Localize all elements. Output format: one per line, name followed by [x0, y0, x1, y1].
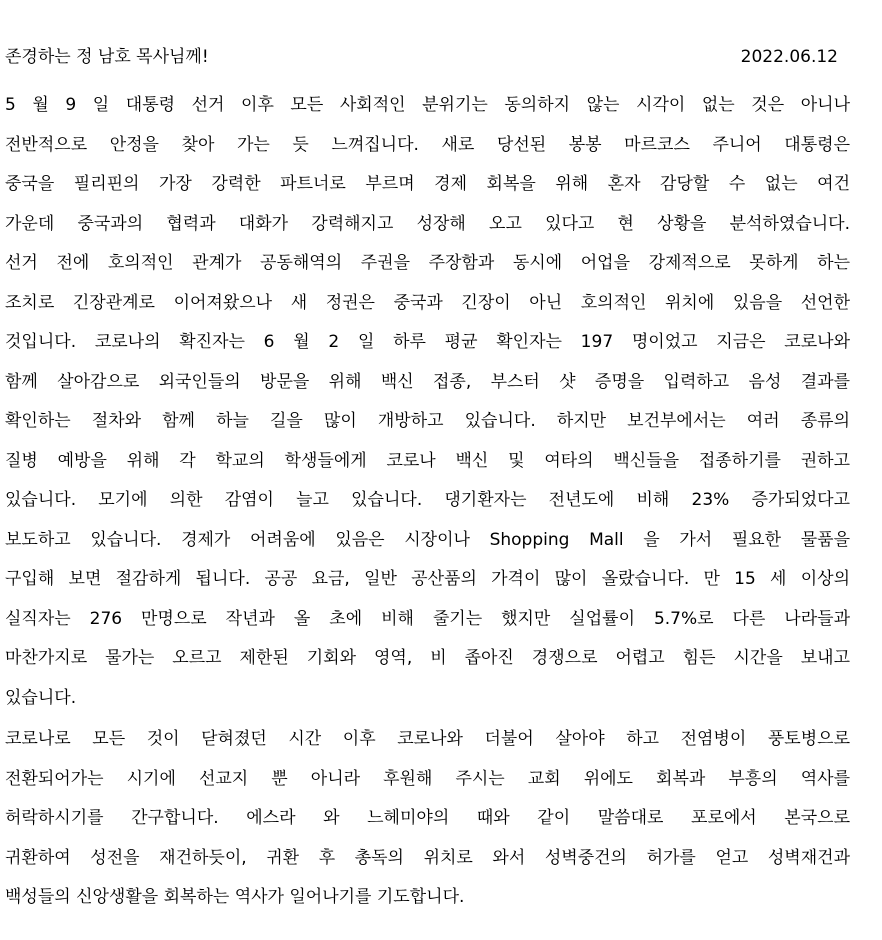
text-line: 질병 예방을 위해 각 학교의 학생들에게 코로나 백신 및 여타의 백신들을 접종하기를 권하고 — [5, 450, 850, 471]
text-line: 전환되어가는 시기에 선교지 뿐 아니라 후원해 주시는 교회 위에도 회복과 부흥의 역사를 — [5, 768, 850, 789]
text-line: 전반적으로 안정을 찾아 가는 듯 느껴집니다. 새로 당선된 봉봉 마르코스 주니어 대통령은 — [5, 134, 850, 155]
text-line: 허락하시기를 간구합니다. 에스라 와 느헤미야의 때와 같이 말씀대로 포로에서 본국으로 — [5, 808, 850, 828]
text-line: 것입니다. 코로나의 확진자는 6 월 2 일 하루 평균 확인자는 197 명이었고 지금은 코로나와 — [5, 332, 850, 352]
text-line: 코로나로 모든 것이 닫혀졌던 시간 이후 코로나와 더불어 살아야 하고 전염병이 풍토병으로 — [5, 729, 850, 749]
text-line: 함께 살아감으로 외국인들의 방문을 위해 백신 접종, 부스터 샷 증명을 입력하고 음성 결과를 — [5, 371, 850, 392]
text-line: 있습니다. — [5, 687, 77, 708]
letter-date: 2022.06.12 — [740, 47, 838, 67]
text-line: 실직자는 276 만명으로 작년과 올 초에 비해 줄기는 했지만 실업률이 5.7%로 다른 나라들과 — [5, 608, 850, 629]
text-line: 중국을 필리핀의 가장 강력한 파트너로 부르며 경제 회복을 위해 혼자 감당할 수 없는 여건 — [5, 174, 850, 194]
text-line: 조치로 긴장관계로 이어져왔으나 새 정권은 중국과 긴장이 아닌 호의적인 위치에 있음을 선언한 — [5, 292, 850, 313]
text-line: 마찬가지로 물가는 오르고 제한된 기회와 영역, 비 좁아진 경쟁으로 어렵고 힘든 시간을 보내고 — [5, 648, 850, 668]
paragraph-2 — [5, 720, 850, 918]
letter-header — [5, 40, 850, 74]
text-line: 구입해 보면 절감하게 됩니다. 공공 요금, 일반 공산품의 가격이 많이 올랐습니다. 만 15 세 이상의 — [5, 569, 850, 589]
text-line: 귀환하여 성전을 재건하듯이, 귀환 후 총독의 위치로 와서 성벽중건의 허가를 얻고 성벽재건과 — [5, 847, 850, 868]
text-line: 백성들의 신앙생활을 회복하는 역사가 일어나기를 기도합니다. — [5, 887, 465, 907]
text-line: 가운데 중국과의 협력과 대화가 강력해지고 성장해 오고 있다고 현 상황을 분석하였습니다. — [5, 213, 850, 234]
text-line: 보도하고 있습니다. 경제가 어려움에 있음은 시장이나 Shopping Mall 을 가서 필요한 물품을 — [5, 529, 850, 550]
greeting: 존경하는 정 남호 목사님께! — [5, 47, 209, 67]
paragraph-1 — [5, 86, 850, 718]
text-line: 5 월 9 일 대통령 선거 이후 모든 사회적인 분위기는 동의하지 않는 시각이 없는 것은 아니나 — [5, 95, 850, 115]
text-line: 선거 전에 호의적인 관계가 공동해역의 주권을 주장함과 동시에 어업을 강제적으로 못하게 하는 — [5, 253, 850, 273]
text-line: 있습니다. 모기에 의한 감염이 늘고 있습니다. 댕기환자는 전년도에 비해 23% 증가되었다고 — [5, 490, 850, 510]
text-line: 확인하는 절차와 함께 하늘 길을 많이 개방하고 있습니다. 하지만 보건부에서는 여러 종류의 — [5, 411, 850, 431]
